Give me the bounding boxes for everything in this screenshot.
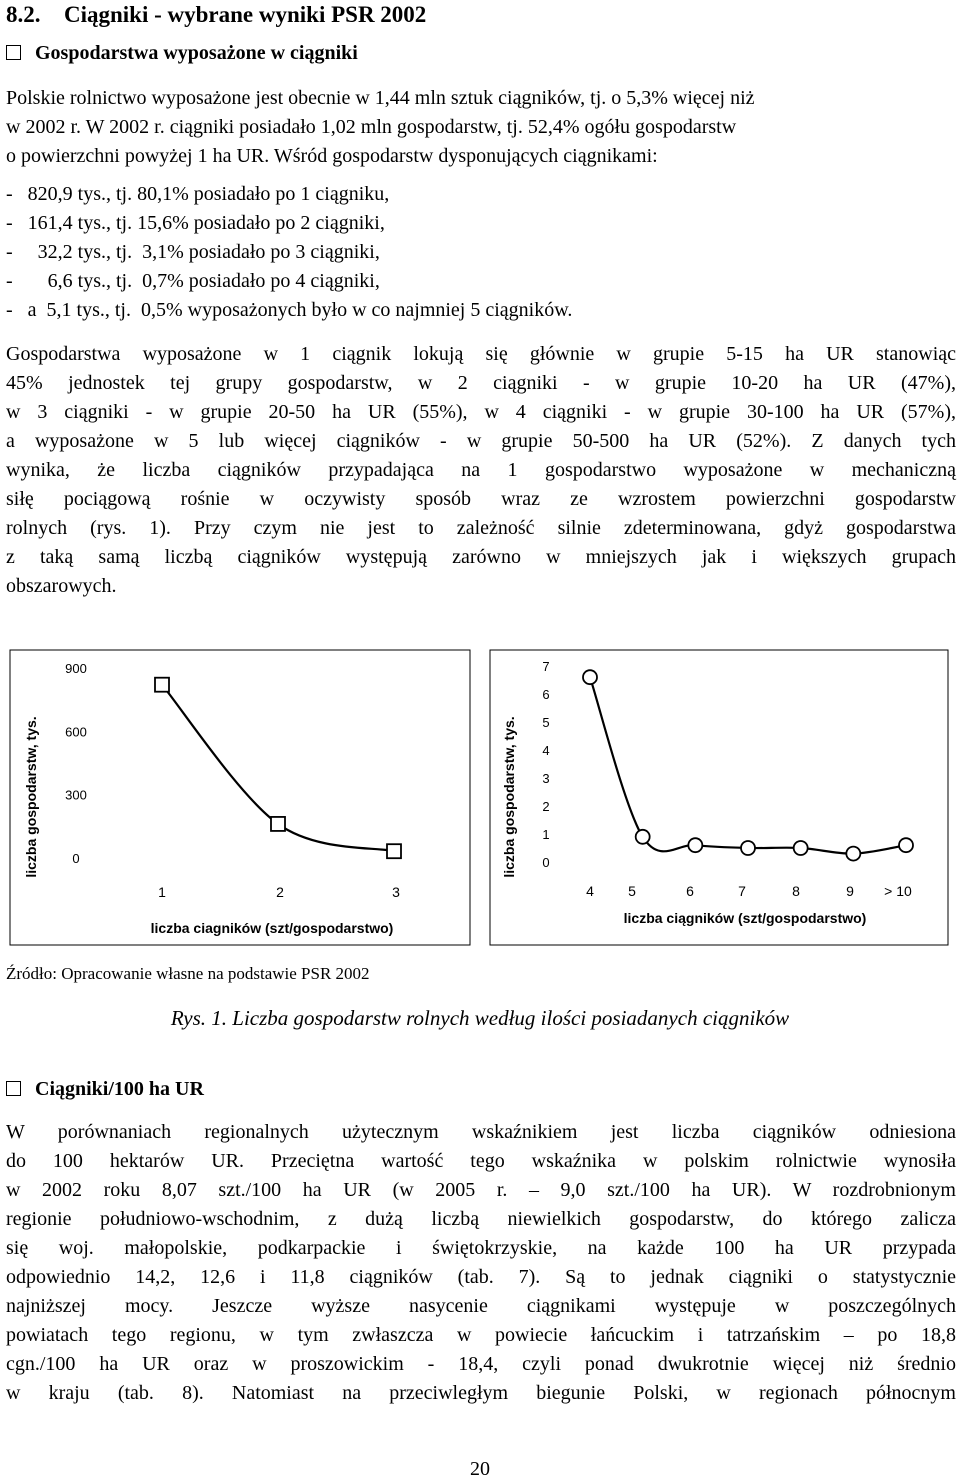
y-tick-label: 7 [542,659,550,674]
text-line: w 3 ciągniki - w grupie 20-50 ha UR (55%), w 4 ciągniki - w grupie 30-100 ha UR (57%), [6,401,956,423]
data-point-marker [155,678,169,692]
subheading-tractors-per-100ha [6,1078,204,1101]
data-point-marker [636,830,650,844]
x-tick-label: 8 [792,883,800,899]
text-line: regionie południowo-wschodnim, z dużą liczbą niewielkich gospodarstw, do którego zalicza [6,1208,956,1230]
section-title [6,2,426,28]
body-paragraph [6,340,956,601]
x-tick-label: 6 [686,883,694,899]
checkbox-bullet-icon [6,45,21,60]
y-tick-label: 3 [542,771,550,786]
y-axis-label: liczba gospodarstw, tys. [501,716,517,878]
list-item: - 820,9 tys., tj. 80,1% posiadało po 1 ciągniku, [6,183,390,205]
y-tick-label: 2 [542,799,550,814]
y-tick-label: 5 [542,715,550,730]
list-item: - 161,4 tys., tj. 15,6% posiadało po 2 ciągniki, [6,212,385,234]
x-tick-label: 7 [738,883,746,899]
intro-paragraph [6,84,956,171]
bullet-list [6,180,572,325]
body-paragraph [6,1118,956,1408]
text-line: w 2002 roku 8,07 szt./100 ha UR (w 2005 r. – 9,0 szt./100 ha UR). W rozdrobnionym [6,1179,956,1201]
figure-charts [0,640,960,950]
text-line: o powierzchni powyżej 1 ha UR. Wśród gospodarstw dysponujących ciągnikami: [6,145,658,167]
text-line: Gospodarstwa wyposażone w 1 ciągnik lokują się głównie w grupie 5-15 ha UR stanowiąc [6,343,956,365]
subheading-text: Ciągniki/100 ha UR [35,1078,204,1100]
checkbox-bullet-icon [6,1081,21,1096]
x-axis-label: liczba ciągników (szt/gospodarstwo) [623,910,867,926]
list-item: - a 5,1 tys., tj. 0,5% wyposażonych było w co najmniej 5 ciągników. [6,299,573,321]
text-line: w 2002 r. W 2002 r. ciągniki posiadało 1,02 mln gospodarstw, tj. 52,4% ogółu gospodarstw [6,116,737,138]
figure-caption: Rys. 1. Liczba gospodarstw rolnych według ilości posiadanych ciągników [170,1006,790,1030]
y-tick-label: 600 [65,724,87,740]
text-line: 45% jednostek tej grupy gospodarstw, w 2 ciągniki - w grupie 10-20 ha UR (47%), [6,372,956,394]
data-point-marker [271,817,285,831]
chart-right [490,650,948,945]
data-point-marker [899,838,913,852]
y-tick-label: 4 [542,743,550,758]
text-line: siłę pociągową rośnie w oczywisty sposób wraz ze wzrostem powierzchni gospodarstw [6,488,956,510]
data-point-marker [794,841,808,855]
x-tick-label: 4 [586,883,594,899]
x-axis-label: liczba ciagników (szt/gospodarstwo) [150,920,394,936]
text-line: się woj. małopolskie, podkarpackie i świętokrzyskie, na każde 100 ha UR przypada [6,1237,956,1259]
x-tick-label: 3 [392,884,400,900]
y-tick-label: 1 [542,827,550,842]
data-point-marker [387,844,401,858]
text-line: a wyposażone w 5 lub więcej ciągników - w grupie 50-500 ha UR (52%). Z danych tych [6,430,956,452]
x-tick-label: 2 [276,884,284,900]
list-item: - 6,6 tys., tj. 0,7% posiadało po 4 ciągniki, [6,270,380,292]
text-line: cgn./100 ha UR oraz w proszowickim - 18,4, czyli ponad dwukrotnie więcej niż średnio [6,1353,956,1375]
text-line: najniższej mocy. Jeszcze wyższe nasycenie ciągnikami występuje w poszczególnych [6,1295,956,1317]
y-tick-label: 6 [542,687,550,702]
section-title-text: Ciągniki - wybrane wyniki PSR 2002 [64,2,427,27]
text-line: obszarowych. [6,575,117,597]
text-line: powiatach tego regionu, w tym zwłaszcza w powiecie łańcuckim i tatrzańskim – po 18,8 [6,1324,956,1346]
section-number: 8.2. [6,2,41,27]
source-note: Źródło: Opracowanie własne na podstawie PSR 2002 [6,964,370,983]
y-tick-label: 300 [65,787,87,803]
text-line: odpowiednio 14,2, 12,6 i 11,8 ciągników (tab. 7). Są to jednak ciągniki o statystycznie [6,1266,956,1288]
chart-frame [490,650,948,945]
series-line [590,677,906,853]
x-tick-label: > 10 [884,883,912,899]
x-tick-label: 9 [846,883,854,899]
x-tick-label: 5 [628,883,636,899]
x-tick-label: 1 [158,884,166,900]
y-tick-label: 0 [542,855,550,870]
text-line: do 100 hektarów UR. Przeciętna wartość tego wskaźnika w polskim rolnictwie wynosiła [6,1150,956,1172]
page-number: 20 [470,1458,490,1480]
y-tick-label: 900 [65,661,87,676]
y-axis-label: liczba gospodarstw, tys. [23,716,39,878]
subheading-text: Gospodarstwa wyposażone w ciągniki [35,42,358,64]
subheading-tractor-farms [6,42,358,65]
list-item: - 32,2 tys., tj. 3,1% posiadało po 3 ciągniki, [6,241,380,263]
data-point-marker [846,847,860,861]
text-line: w kraju (tab. 8). Natomiast na przeciwległym biegunie Polski, w regionach północnym [6,1382,956,1404]
text-line: z taką samą liczbą ciągników występują zarówno w mniejszych jak i większych grupach [6,546,956,568]
data-point-marker [688,838,702,852]
text-line: wynika, że liczba ciągników przypadająca na 1 gospodarstwo wyposażone w mechaniczną [6,459,956,481]
data-point-marker [583,670,597,684]
text-line: Polskie rolnictwo wyposażone jest obecnie w 1,44 mln sztuk ciągników, tj. o 5,3% więcej niż [6,87,755,109]
data-point-marker [741,841,755,855]
text-line: rolnych (rys. 1). Przy czym nie jest to zależność silnie zdeterminowana, gdyż gospodarstwa [6,517,956,539]
chart-left [10,650,470,945]
y-tick-label: 0 [72,851,80,866]
text-line: W porównaniach regionalnych użytecznym wskaźnikiem jest liczba ciągników odniesiona [6,1121,956,1143]
